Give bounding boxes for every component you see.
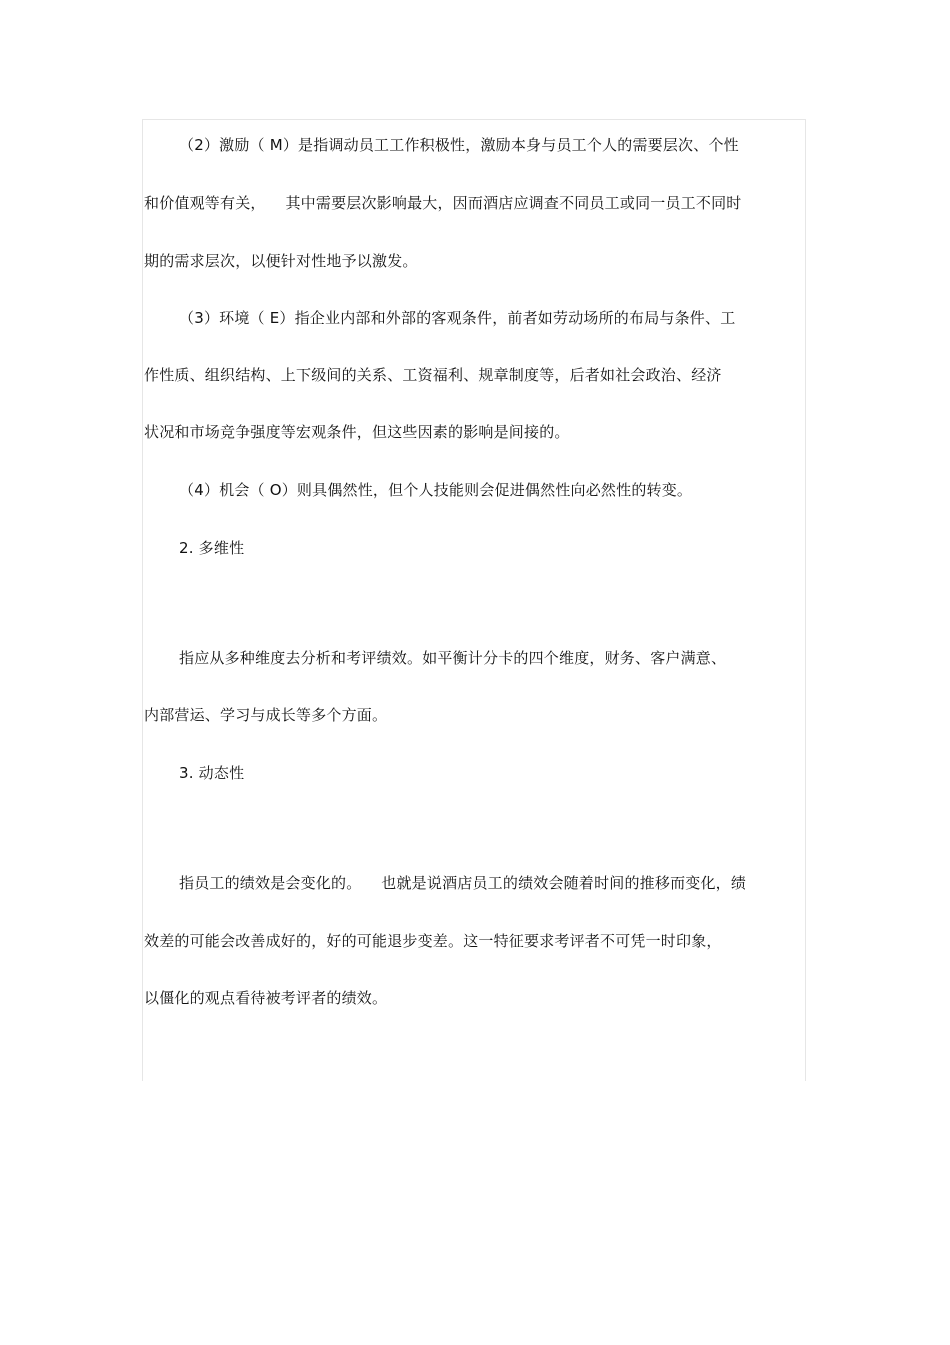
heading-multidimensional: 2. 多维性	[179, 539, 245, 557]
paragraph-environment-line-2: 作性质、组织结构、上下级间的关系、工资福利、规章制度等，后者如社会政治、经济	[144, 366, 722, 384]
paragraph-motivation-line-2: 和价值观等有关， 其中需要层次影响最大，因而酒店应调查不同员工或同一员工不同时	[144, 194, 742, 212]
paragraph-motivation-line-3: 期的需求层次，以便针对性地予以激发。	[144, 252, 418, 270]
paragraph-dynamic-line-3: 以僵化的观点看待被考评者的绩效。	[144, 989, 388, 1007]
paragraph-dynamic-line-2: 效差的可能会改善成好的，好的可能退步变差。这一特征要求考评者不可凭一时印象，	[144, 932, 722, 950]
paragraph-opportunity-line-1: （4）机会（ O）则具偶然性，但个人技能则会促进偶然性向必然性的转变。	[179, 481, 693, 499]
paragraph-environment-line-3: 状况和市场竞争强度等宏观条件，但这些因素的影响是间接的。	[144, 423, 570, 441]
paragraph-motivation-line-1: （2）激励（ M）是指调动员工工作积极性，激励本身与员工个人的需要层次、个性	[179, 136, 739, 154]
paragraph-dynamic-line-1: 指员工的绩效是会变化的。 也就是说酒店员工的绩效会随着时间的推移而变化，绩	[179, 874, 747, 892]
paragraph-multidimensional-line-2: 内部营运、学习与成长等多个方面。	[144, 706, 388, 724]
paragraph-multidimensional-line-1: 指应从多种维度去分析和考评绩效。如平衡计分卡的四个维度，财务、客户满意、	[179, 649, 727, 667]
heading-dynamic: 3. 动态性	[179, 764, 245, 782]
paragraph-environment-line-1: （3）环境（ E）指企业内部和外部的客观条件，前者如劳动场所的布局与条件、工	[179, 309, 736, 327]
